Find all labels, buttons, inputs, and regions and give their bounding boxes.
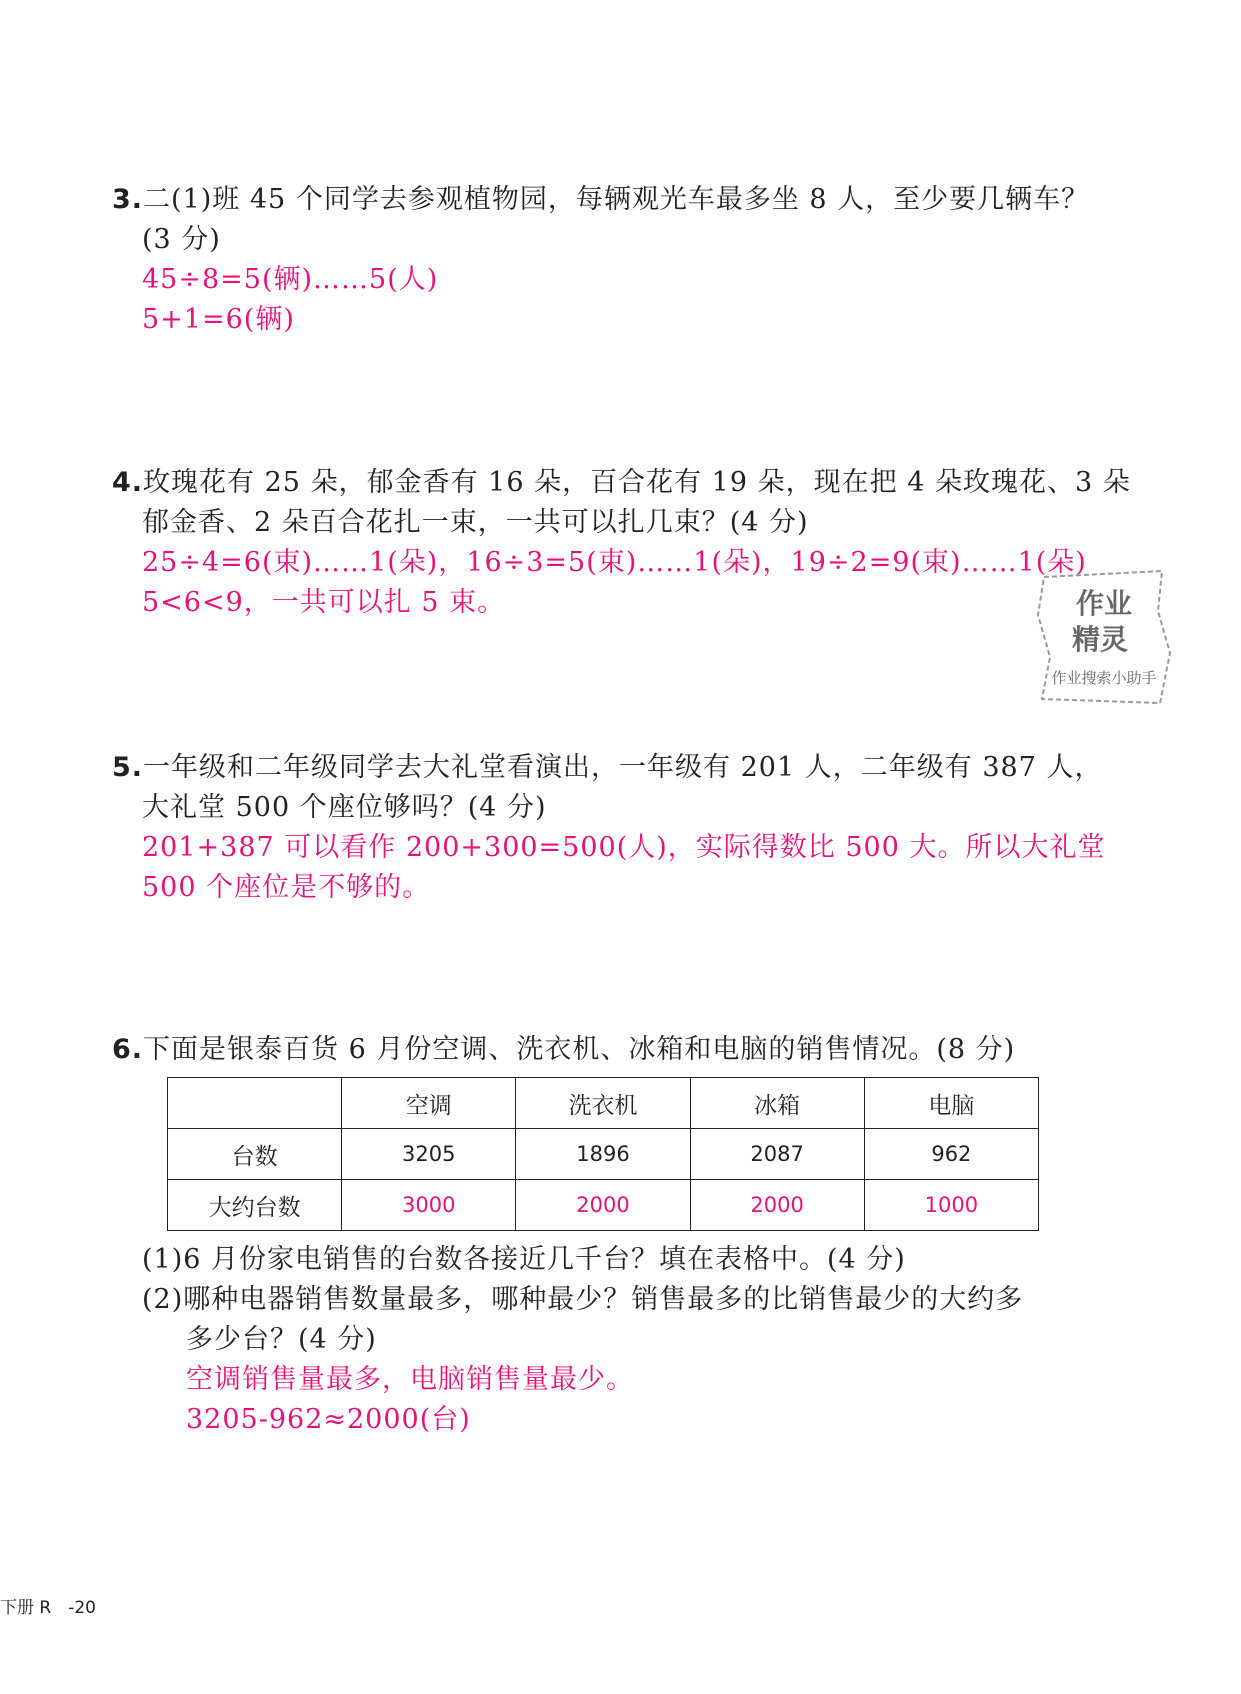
answer-line: 25÷4=6(束)……1(朵)，16÷3=5(束)……1(朵)，19÷2=9(束)……1(朵) — [142, 547, 1087, 578]
table-cell: 3205 — [342, 1129, 516, 1180]
question-5 — [112, 748, 1106, 908]
question-4-line-2: 郁金香、2 朵百合花扎一束，一共可以扎几束？(4 分) — [142, 507, 809, 538]
answer-line: 5<6<9，一共可以扎 5 束。 — [142, 587, 506, 618]
table-header-cell: 冰箱 — [690, 1078, 864, 1129]
question-3-line-2: (3 分) — [142, 224, 221, 255]
question-5-line-1: 5.一年级和二年级同学去大礼堂看演出，一年级有 201 人，二年级有 387 人， — [112, 752, 1103, 783]
table-header-cell — [168, 1078, 342, 1129]
sales-table — [167, 1077, 1039, 1231]
table-header-cell: 空调 — [342, 1078, 516, 1129]
question-number: 5. — [112, 752, 144, 783]
table-answer-cell: 2000 — [690, 1180, 864, 1231]
table-row — [168, 1180, 1039, 1231]
stamp-text-3: 作业搜索小助手 — [1051, 669, 1157, 687]
question-5-line-2: 大礼堂 500 个座位够吗？(4 分) — [142, 792, 547, 823]
table-header-cell: 洗衣机 — [516, 1078, 690, 1129]
question-3 — [112, 180, 1090, 340]
question-6 — [112, 1030, 1072, 1070]
subquestion-1: (1)6 月份家电销售的台数各接近几千台？填在表格中。(4 分) — [142, 1244, 906, 1275]
table-answer-cell: 3000 — [342, 1180, 516, 1231]
answer-line: 45÷8=5(辆)……5(人) — [142, 264, 439, 295]
table-row-label: 台数 — [168, 1129, 342, 1180]
answer-line: 3205-962≈2000(台) — [186, 1404, 471, 1435]
question-3-line-1: 3.二(1)班 45 个同学去参观植物园，每辆观光车最多坐 8 人，至少要几辆车？ — [112, 184, 1090, 215]
table-cell: 1896 — [516, 1129, 690, 1180]
answer-line: 500 个座位是不够的。 — [142, 872, 431, 903]
table-row — [168, 1129, 1039, 1180]
subquestion-2-line-1: (2)哪种电器销售数量最多，哪种最少？销售最多的比销售最少的大约多 — [142, 1284, 1024, 1315]
question-number: 6. — [112, 1034, 144, 1065]
table-answer-cell: 2000 — [516, 1180, 690, 1231]
question-6-subparts — [112, 1240, 1092, 1440]
stamp-text-1: 作业 — [1075, 587, 1133, 620]
question-6-line-1: 6.下面是银泰百货 6 月份空调、洗衣机、冰箱和电脑的销售情况。(8 分) — [112, 1034, 1016, 1065]
watermark-stamp — [1030, 565, 1178, 713]
table-answer-cell: 1000 — [864, 1180, 1038, 1231]
answer-line: 空调销售量最多，电脑销售量最少。 — [186, 1364, 634, 1395]
table-header-cell: 电脑 — [864, 1078, 1038, 1129]
table-header-row — [168, 1078, 1039, 1129]
question-number: 4. — [112, 467, 144, 498]
stamp-text-2: 精灵 — [1071, 623, 1129, 656]
page-footer: 下册 R -20 — [0, 1598, 96, 1618]
answer-line: 5+1=6(辆) — [142, 304, 295, 335]
table-row-label: 大约台数 — [168, 1180, 342, 1231]
stamp-graphic — [1030, 565, 1178, 713]
question-number: 3. — [112, 184, 144, 215]
table-cell: 2087 — [690, 1129, 864, 1180]
question-4-line-1: 4.玫瑰花有 25 朵，郁金香有 16 朵，百合花有 19 朵，现在把 4 朵玫瑰花、3 朵 — [112, 467, 1131, 498]
answer-line: 201+387 可以看作 200+300=500(人)，实际得数比 500 大。所以大礼堂 — [142, 832, 1106, 863]
table-cell: 962 — [864, 1129, 1038, 1180]
subquestion-2-line-2: 多少台？(4 分) — [186, 1324, 377, 1355]
